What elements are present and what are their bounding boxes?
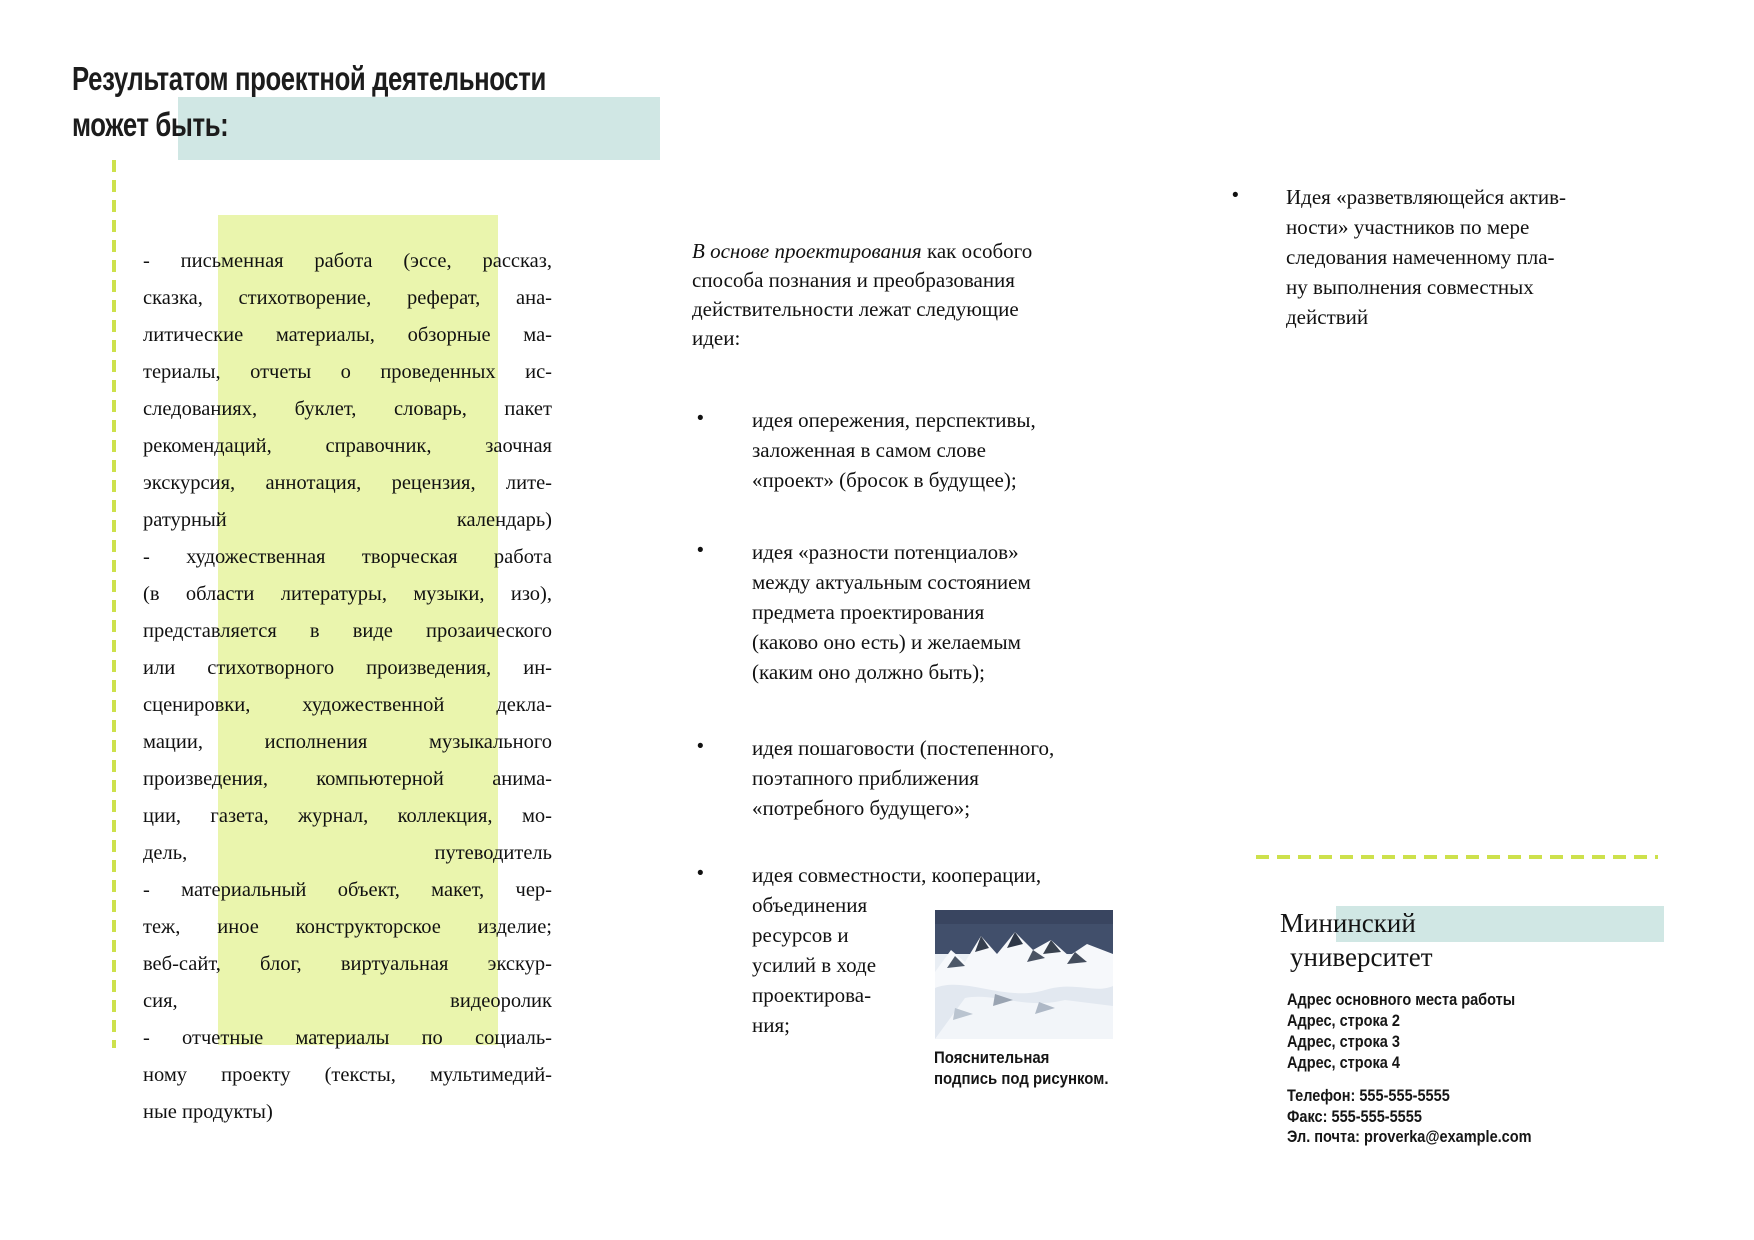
organization-name [1280, 906, 1433, 974]
paragraph-line: териалы, отчеты о проведенных ис- [143, 361, 552, 383]
intro-line1-rest: как особого [921, 239, 1033, 263]
page-title-line2: может быть: [72, 106, 229, 143]
bullet-line: усилий в ходе [752, 953, 877, 977]
intro-line: идеи: [692, 326, 741, 350]
figure-caption: Пояснительная подпись под рисунком. [934, 1048, 1109, 1088]
bullet-line: заложенная в самом слове [752, 438, 986, 462]
bullet-item [697, 405, 1036, 495]
paragraph-line: - материальный объект, макет, чер- [143, 879, 552, 901]
intro-line: способа познания и преобразования [692, 268, 1015, 292]
bullet-line: поэтапного приближения [752, 766, 979, 790]
bullet-line: (каким оно должно быть); [752, 660, 985, 684]
bullet-line: ресурсов и [752, 923, 849, 947]
bullet-line: ния; [752, 1013, 790, 1037]
bullet-icon: • [697, 408, 704, 429]
bullet-line: действий [1286, 305, 1369, 329]
paragraph-line: (в области литературы, музыки, изо), [143, 583, 552, 605]
bullet-line: следования намеченному пла- [1286, 245, 1555, 269]
paragraph-line: представляется в виде прозаического [143, 620, 552, 642]
bullet-line: «потребного будущего»; [752, 796, 971, 820]
bullet-icon: • [697, 863, 704, 884]
bullet-icon: • [697, 540, 704, 561]
paragraph-line: ции, газета, журнал, коллекция, мо- [143, 805, 552, 827]
address-line: Адрес, строка 3 [1287, 1033, 1400, 1051]
left-paragraph [143, 243, 552, 1131]
page-title-line1: Результатом проектной деятельности [72, 60, 546, 97]
paragraph-line: - отчетные материалы по социаль- [143, 1027, 552, 1049]
page-title [72, 56, 546, 148]
bullet-line: между актуальным состоянием [752, 570, 1031, 594]
organization-name-line2: университет [1290, 942, 1433, 972]
contact-line: Эл. почта: proverka@example.com [1287, 1128, 1532, 1146]
bullet-line: идея совместности, кооперации, [752, 863, 1042, 887]
paragraph-line: ратурный календарь) [143, 509, 552, 531]
paragraph-line: произведения, компьютерной анима- [143, 768, 552, 790]
bullet-line: предмета проектирования [752, 600, 985, 624]
bullet-line: Идея «разветвляющейся актив- [1286, 185, 1566, 209]
bullet-line: «проект» (бросок в будущее); [752, 468, 1017, 492]
paragraph-line: - художественная творческая работа [143, 546, 552, 568]
address-line: Адрес, строка 2 [1287, 1012, 1400, 1030]
contact-line: Телефон: 555-555-5555 [1287, 1087, 1450, 1105]
paragraph-line: сия, видеоролик [143, 990, 552, 1012]
contact-block [1287, 1086, 1532, 1148]
address-block [1287, 990, 1515, 1074]
intro-line: действительности лежат следующие [692, 297, 1019, 321]
intro-line [692, 237, 1032, 266]
figure-image-mountains [935, 910, 1113, 1039]
paragraph-line: ные продукты) [143, 1101, 273, 1123]
paragraph-line: или стихотворного произведения, ин- [143, 657, 552, 679]
paragraph-line: ному проекту (тексты, мультимедий- [143, 1064, 552, 1086]
paragraph-line: веб-сайт, блог, виртуальная экскур- [143, 953, 552, 975]
paragraph-line: мации, исполнения музыкального [143, 731, 552, 753]
intro-italic-lead: В основе проектирования [692, 239, 922, 263]
paragraph-line: сценировки, художественной декла- [143, 694, 552, 716]
bullet-icon: • [697, 736, 704, 757]
bullet-item [697, 537, 1031, 687]
bullet-icon: • [1232, 185, 1239, 206]
mountain-photo-graphic [935, 910, 1113, 1039]
vertical-dashed-divider [112, 160, 116, 1048]
paragraph-line: рекомендаций, справочник, заочная [143, 435, 552, 457]
organization-name-line1: Мининский [1280, 908, 1416, 938]
bullet-line: ну выполнения совместных [1286, 275, 1534, 299]
bullet-line: идея пошаговости (постепенного, [752, 736, 1055, 760]
address-line: Адрес, строка 4 [1287, 1054, 1400, 1072]
bullet-line: идея «разности потенциалов» [752, 540, 1019, 564]
paragraph-line: экскурсия, аннотация, рецензия, лите- [143, 472, 552, 494]
paragraph-line: - письменная работа (эссе, рассказ, [143, 250, 552, 272]
intro-paragraph [692, 237, 1032, 353]
contact-line: Факс: 555-555-5555 [1287, 1107, 1422, 1126]
bullet-line: идея опережения, перспективы, [752, 408, 1036, 432]
paragraph-line: теж, иное конструкторское изделие; [143, 916, 552, 938]
paragraph-line: следованиях, буклет, словарь, пакет [143, 398, 552, 420]
bullet-line: проектирова- [752, 983, 872, 1007]
paragraph-line: литические материалы, обзорные ма- [143, 324, 552, 346]
horizontal-dashed-divider [1256, 855, 1658, 859]
paragraph-line: дель, путеводитель [143, 842, 552, 864]
address-line: Адрес основного места работы [1287, 991, 1516, 1009]
bullet-line: объединения [752, 893, 868, 917]
bullet-item [1232, 182, 1566, 332]
bullet-item [697, 733, 1054, 823]
bullet-line: ности» участников по мере [1286, 215, 1530, 239]
paragraph-line: сказка, стихотворение, реферат, ана- [143, 287, 552, 309]
bullet-line: (каково оно есть) и желаемым [752, 630, 1021, 654]
